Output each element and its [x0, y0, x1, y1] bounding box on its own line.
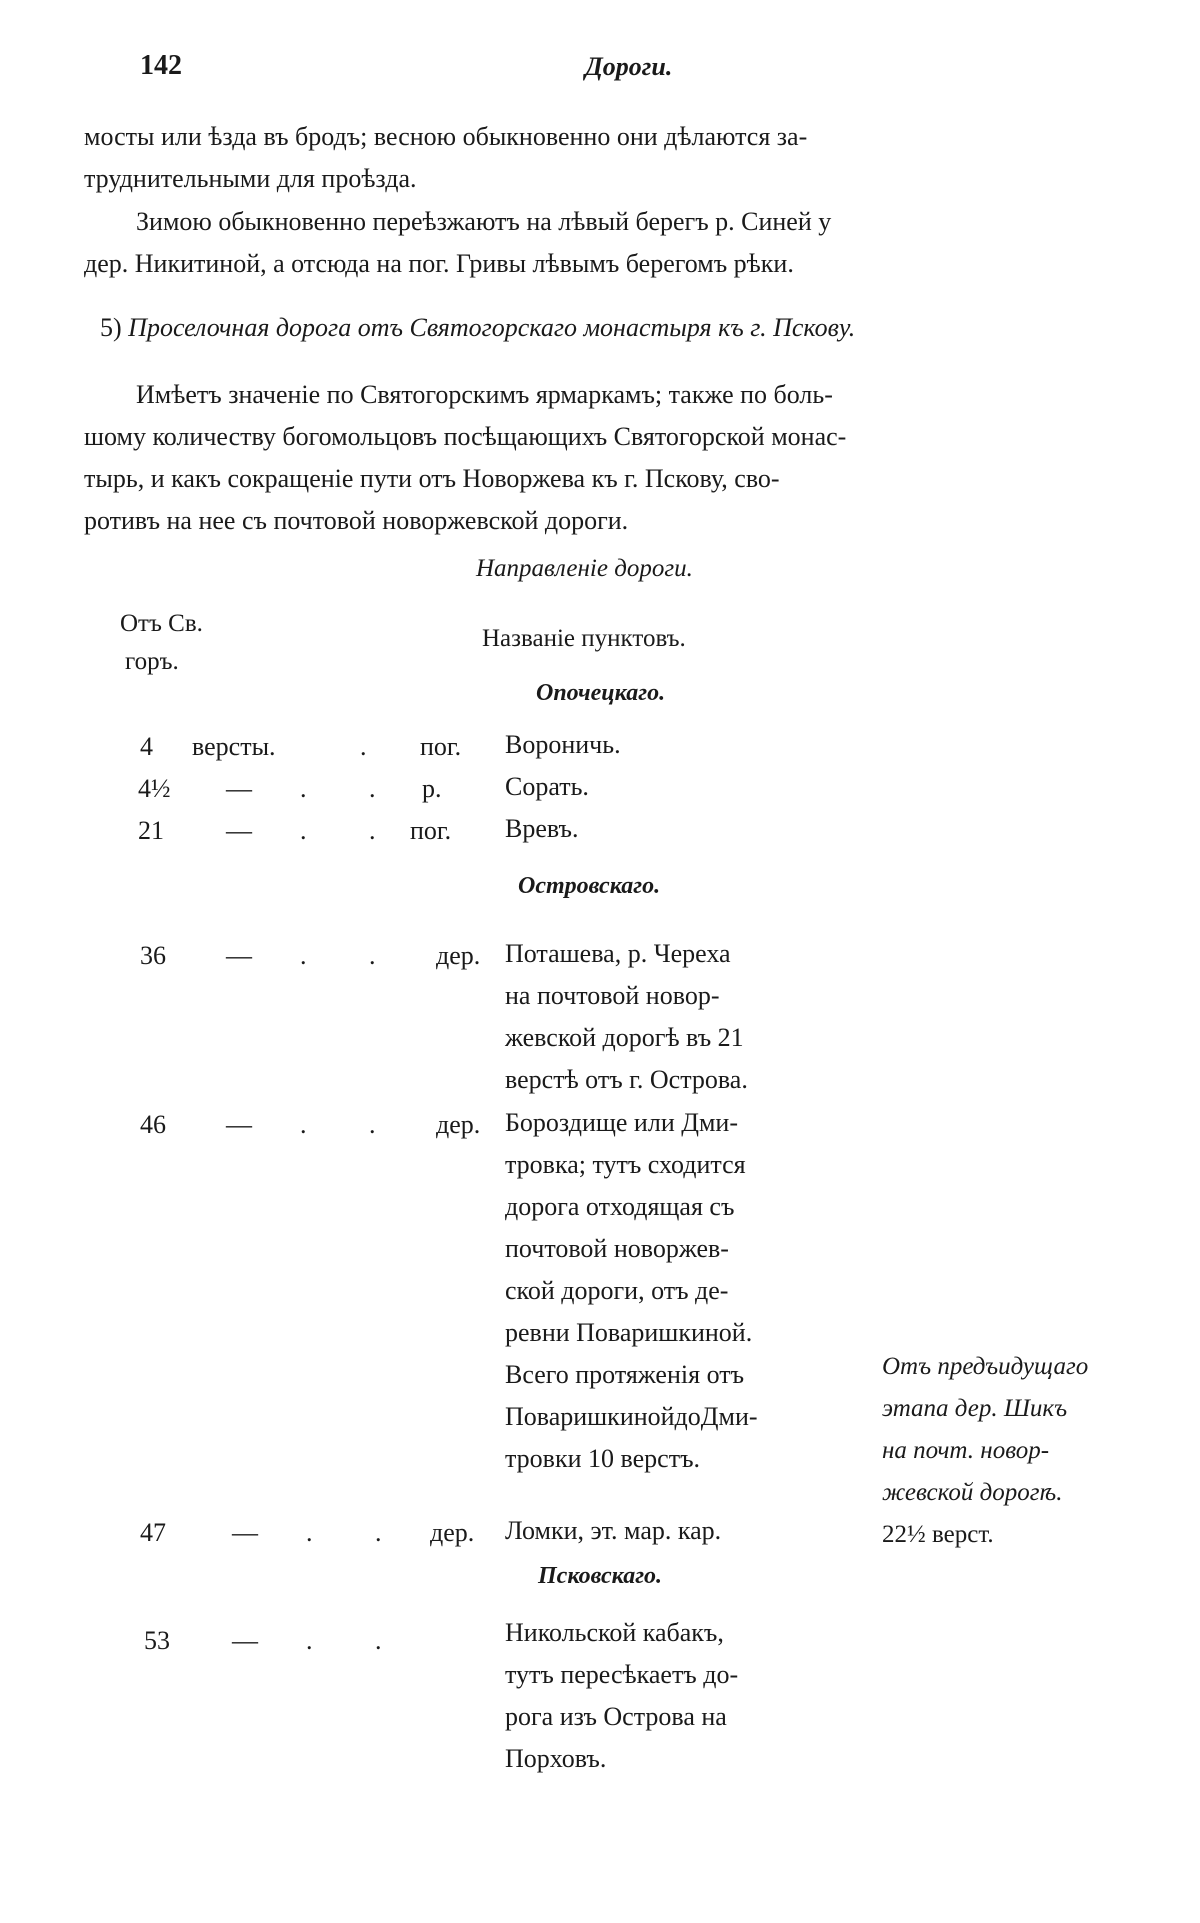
- place-line: Сорать.: [505, 772, 589, 801]
- place-line: рога изъ Острова на: [505, 1702, 727, 1731]
- place-line: ПоваришкинойдоДми-: [505, 1402, 758, 1431]
- text-line: мосты или ѣзда въ бродъ; весною обыкновенно они дѣлаются за-: [84, 122, 808, 151]
- text-line: тырь, и какъ сокращеніе пути отъ Новоржева къ г. Пскову, сво-: [84, 464, 780, 493]
- place-name: [505, 1102, 843, 1480]
- distance-value: 4½: [138, 774, 171, 803]
- place-name: [505, 933, 843, 1101]
- section-heading: [100, 313, 855, 343]
- place-line: жевской дорогѣ въ 21: [505, 1023, 744, 1052]
- note-line: 22½ верст.: [882, 1521, 994, 1548]
- section-title: Опочецкаго.: [536, 680, 666, 706]
- place-name: [505, 724, 843, 766]
- winter-paragraph: [84, 201, 1150, 285]
- description-paragraph: [84, 374, 1150, 542]
- leader-dots: . .: [300, 941, 404, 970]
- place-line: Ломки, эт. мар. кар.: [505, 1516, 722, 1545]
- place-line: почтовой новоржев-: [505, 1234, 729, 1263]
- place-line: верстѣ отъ г. Острова.: [505, 1065, 748, 1094]
- place-line: Бороздище или Дми-: [505, 1108, 738, 1137]
- place-name: [505, 1510, 843, 1552]
- leader-dots: .: [360, 732, 395, 761]
- leader-dots: . .: [306, 1626, 410, 1655]
- place-line: тутъ пересѣкаетъ до-: [505, 1660, 739, 1689]
- place-prefix: дер.: [430, 1518, 475, 1547]
- section-title: Островскаго.: [518, 873, 661, 899]
- note-line: этапа дер. Шикъ: [882, 1395, 1068, 1422]
- heading-number: 5): [100, 313, 122, 342]
- place-prefix: дер.: [436, 1110, 481, 1139]
- distance-unit: версты.: [192, 732, 276, 761]
- note-line: жевской дорогѣ.: [882, 1479, 1063, 1506]
- place-name: [505, 766, 843, 808]
- side-note: [882, 1346, 1152, 1556]
- place-prefix: р.: [422, 774, 442, 803]
- place-line: тровки 10 верстъ.: [505, 1444, 701, 1473]
- distance-header-line: Отъ Св.: [120, 610, 203, 637]
- page-number: 142: [140, 50, 182, 81]
- distance-value: 4: [140, 732, 153, 761]
- leader-dots: . .: [306, 1518, 410, 1547]
- place-line: ревни Поваришкиной.: [505, 1318, 753, 1347]
- distance-value: 36: [140, 941, 166, 970]
- place-line: Поташева, р. Череха: [505, 939, 731, 968]
- ditto-dash: —: [226, 941, 252, 970]
- place-name: [505, 1612, 843, 1780]
- place-prefix: дер.: [436, 941, 481, 970]
- leader-dots: . .: [300, 774, 404, 803]
- ditto-dash: —: [232, 1626, 258, 1655]
- distance-header-line: горъ.: [125, 648, 179, 675]
- place-line: Вревъ.: [505, 814, 579, 843]
- ditto-dash: —: [226, 816, 252, 845]
- intro-paragraph: [84, 116, 1150, 200]
- text-line: Имѣетъ значеніе по Святогорскимъ ярмаркамъ; также по боль-: [136, 380, 833, 409]
- place-line: Никольской кабакъ,: [505, 1618, 724, 1647]
- place-prefix: пог.: [410, 816, 452, 845]
- heading-title: Проселочная дорога отъ Святогорскаго монастыря къ г. Пскову.: [128, 313, 856, 342]
- ditto-dash: —: [226, 774, 252, 803]
- ditto-dash: —: [232, 1518, 258, 1547]
- leader-dots: . .: [300, 816, 404, 845]
- leader-dots: . .: [300, 1110, 404, 1139]
- place-line: ской дороги, отъ де-: [505, 1276, 729, 1305]
- distance-value: 47: [140, 1518, 166, 1547]
- note-line: Отъ предъидущаго: [882, 1353, 1089, 1380]
- place-line: дорога отходящая съ: [505, 1192, 735, 1221]
- place-line: Вороничь.: [505, 730, 621, 759]
- ditto-dash: —: [226, 1110, 252, 1139]
- distance-value: 53: [144, 1626, 170, 1655]
- section-title: Псковскаго.: [538, 1563, 663, 1589]
- text-line: Зимою обыкновенно переѣзжаютъ на лѣвый берегъ р. Синей у: [136, 207, 832, 236]
- text-line: шому количеству богомольцовъ посѣщающихъ Святогорской монас-: [84, 422, 847, 451]
- place-line: Всего протяженія отъ: [505, 1360, 745, 1389]
- text-line: дер. Никитиной, а отсюда на пог. Гривы лѣвымъ берегомъ рѣки.: [84, 249, 794, 278]
- place-prefix: пог.: [420, 732, 462, 761]
- distance-value: 21: [138, 816, 164, 845]
- table-caption: Направленіе дороги.: [476, 555, 693, 582]
- place-name: [505, 808, 843, 850]
- place-line: на почтовой новор-: [505, 981, 720, 1010]
- place-line: Порховъ.: [505, 1744, 607, 1773]
- running-head: Дороги.: [585, 52, 673, 81]
- points-header: Названіе пунктовъ.: [482, 625, 686, 652]
- distance-value: 46: [140, 1110, 166, 1139]
- place-line: тровка; тутъ сходится: [505, 1150, 746, 1179]
- text-line: труднительными для проѣзда.: [84, 164, 417, 193]
- note-line: на почт. новор-: [882, 1437, 1050, 1464]
- text-line: ротивъ на нее съ почтовой новоржевской дороги.: [84, 506, 629, 535]
